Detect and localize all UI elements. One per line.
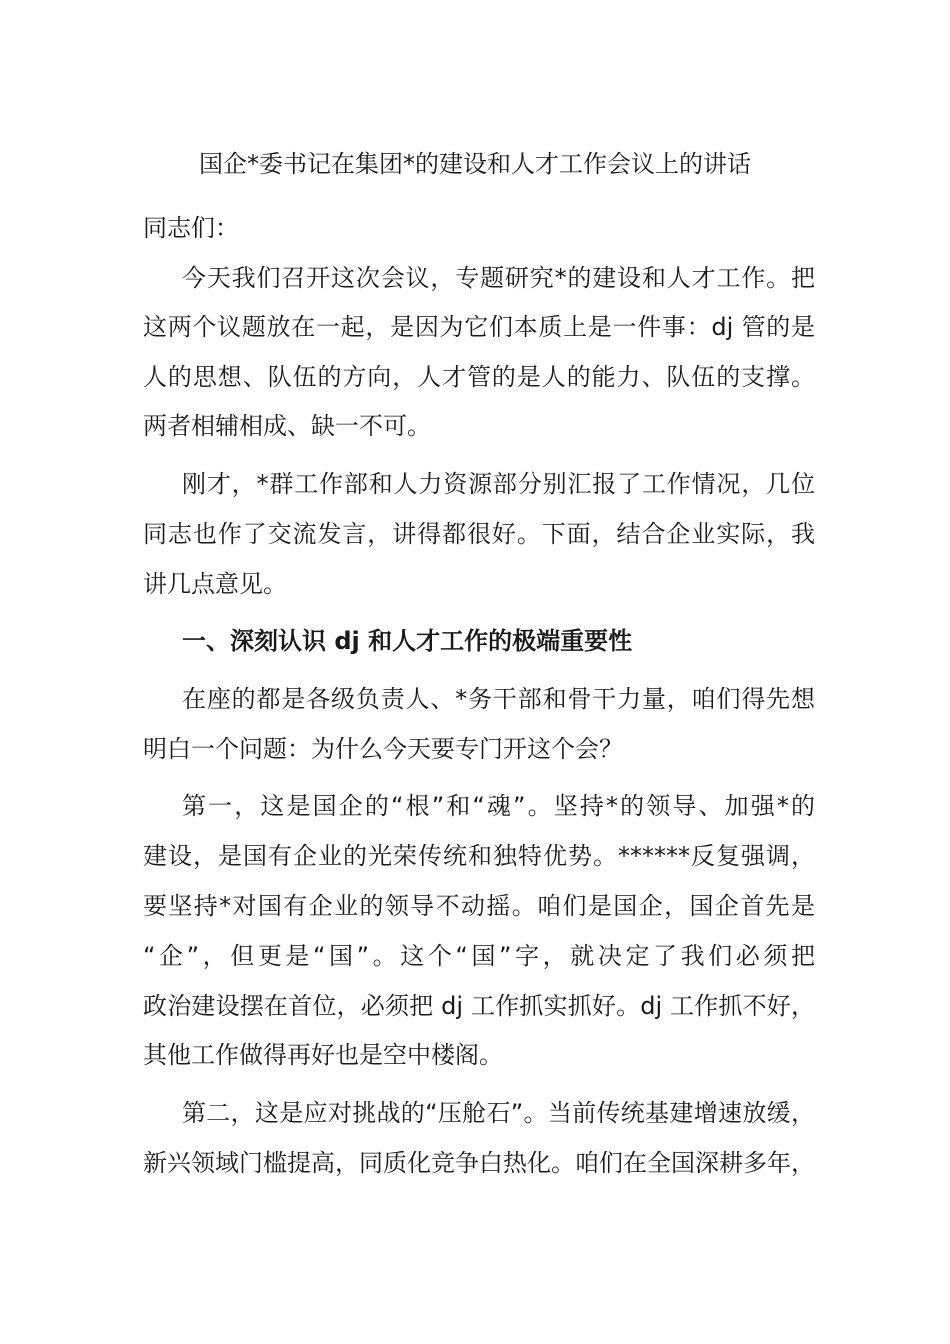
- paragraph-line: “企”，但更是“国”。这个“国”字，就决定了我们必须把: [143, 942, 815, 970]
- paragraph-line: 政治建设摆在首位，必须把 dj 工作抓实抓好。dj 工作抓不好，: [143, 992, 815, 1020]
- paragraph-line: 讲几点意见。: [143, 570, 287, 598]
- paragraph-line: 要坚持*对国有企业的领导不动摇。咱们是国企，国企首先是: [143, 892, 815, 920]
- paragraph-line: 同志也作了交流发言，讲得都很好。下面，结合企业实际，我: [143, 520, 815, 548]
- paragraph-line: 人的思想、队伍的方向，人才管的是人的能力、队伍的支撑。: [143, 363, 815, 391]
- paragraph-line: 第一，这是国企的“根”和“魂”。坚持*的领导、加强*的: [182, 792, 815, 820]
- document-title: 国企*委书记在集团*的建设和人才工作会议上的讲话: [199, 150, 751, 178]
- paragraph-line: 刚才，*群工作部和人力资源部分别汇报了工作情况，几位: [182, 470, 815, 498]
- section-heading: 一、深刻认识 dj 和人才工作的极端重要性: [182, 627, 633, 655]
- paragraph-line: 在座的都是各级负责人、*务干部和骨干力量，咱们得先想: [182, 685, 815, 713]
- paragraph-line: 明白一个问题：为什么今天要专门开这个会？: [143, 735, 623, 763]
- paragraph-line: 建设，是国有企业的光荣传统和独特优势。******反复强调，: [143, 842, 815, 870]
- paragraph-line: 两者相辅相成、缺一不可。: [143, 412, 431, 440]
- paragraph-line: 第二，这是应对挑战的“压舱石”。当前传统基建增速放缓，: [182, 1099, 815, 1127]
- salutation: 同志们：: [143, 214, 239, 242]
- paragraph-line: 新兴领域门槛提高，同质化竞争白热化。咱们在全国深耕多年，: [143, 1149, 815, 1177]
- paragraph-line: 其他工作做得再好也是空中楼阁。: [143, 1041, 503, 1069]
- paragraph-line: 今天我们召开这次会议，专题研究*的建设和人才工作。把: [182, 264, 815, 292]
- paragraph-line: 这两个议题放在一起，是因为它们本质上是一件事：dj 管的是: [143, 313, 815, 341]
